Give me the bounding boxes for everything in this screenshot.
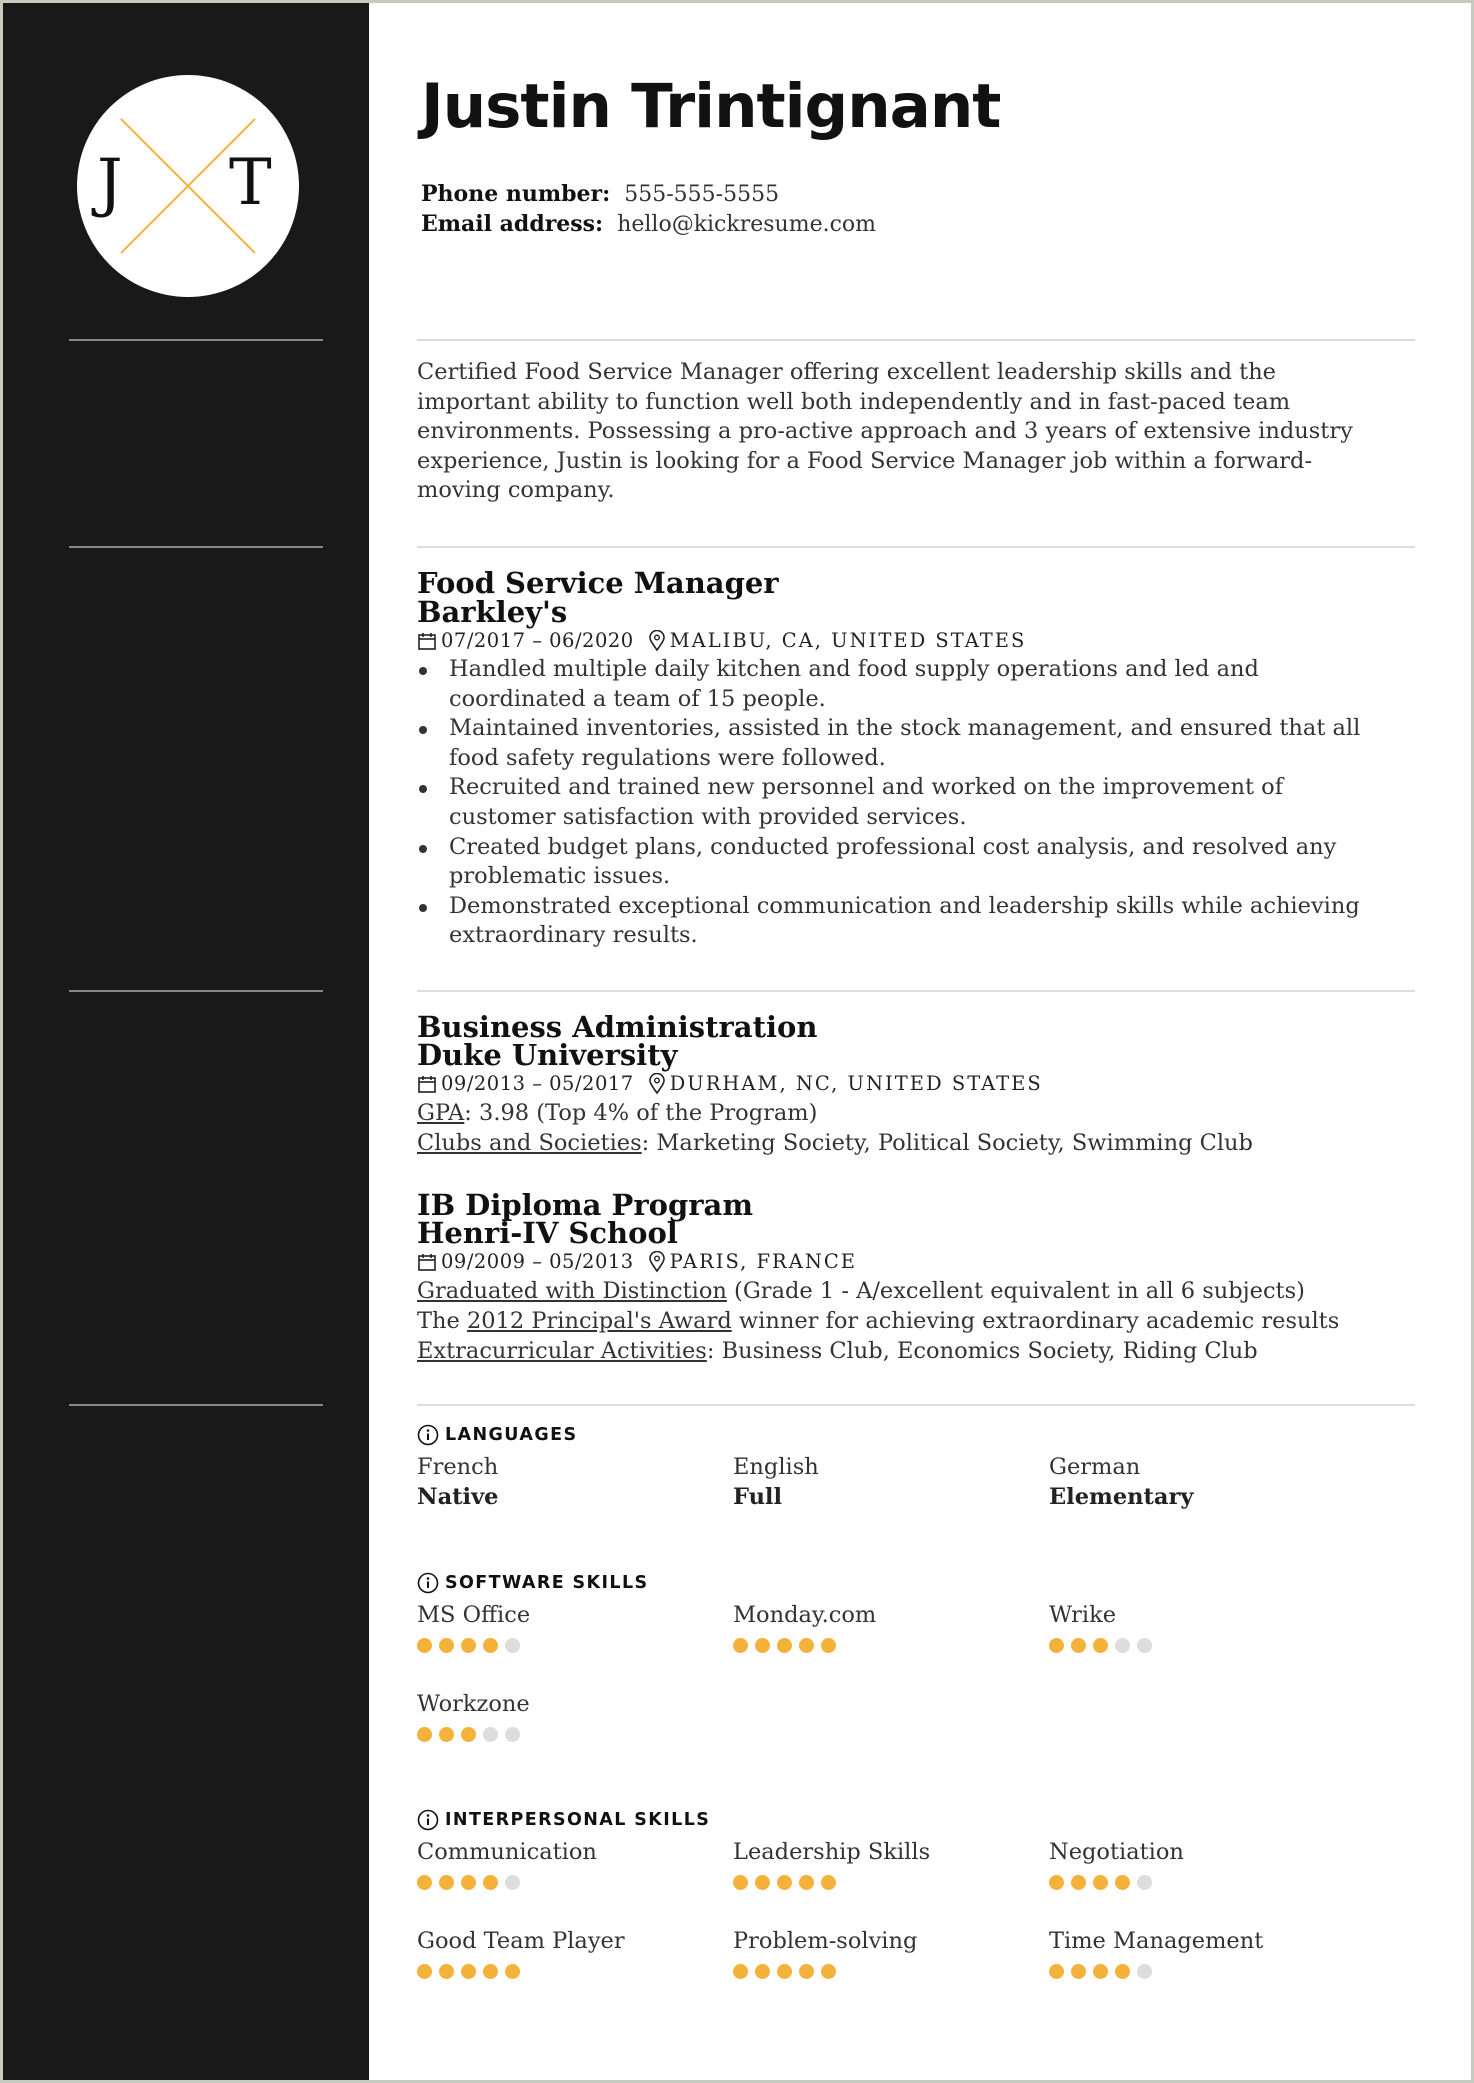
languages-heading: LANGUAGES: [417, 1424, 577, 1446]
interpersonal-skill-item: Good Team Player: [417, 1926, 717, 1979]
location-pin-icon: [648, 1251, 666, 1273]
software-skill-item: Wrike: [1049, 1600, 1349, 1653]
rating-dot-filled: [777, 1875, 792, 1890]
rating-dot-filled: [1115, 1875, 1130, 1890]
rating-dot-filled: [439, 1964, 454, 1979]
info-icon: [417, 1572, 439, 1594]
monogram-logo: [77, 75, 299, 297]
rating-dot-filled: [1071, 1875, 1086, 1890]
profile-summary: [417, 358, 1415, 506]
degree-title: Business Administration: [417, 1010, 818, 1044]
job-duties-list: [417, 655, 1417, 951]
profile-line: experience, Justin is looking for a Food Service Manager job within a forward-: [417, 447, 1313, 474]
rating-dot-filled: [439, 1727, 454, 1742]
education-meta: [417, 1250, 857, 1273]
rating-dot-filled: [755, 1875, 770, 1890]
phone-value: 555-555-5555: [624, 182, 780, 207]
rating-dot-filled: [461, 1875, 476, 1890]
list-item: Demonstrated exceptional communication and leadership skills while achieving extraordinary results.: [417, 892, 1417, 951]
rating-dot-filled: [799, 1964, 814, 1979]
extracurricular-label: Extracurricular Activities: [417, 1338, 707, 1364]
job-location: MALIBU, CA, UNITED STATES: [669, 629, 1027, 652]
rating-dot-filled: [483, 1638, 498, 1653]
school-name: Henri-IV School: [417, 1216, 678, 1250]
skill-rating: [733, 1964, 1033, 1979]
list-item: Created budget plans, conducted professional cost analysis, and resolved any problematic issues.: [417, 833, 1417, 892]
rating-dot-filled: [777, 1638, 792, 1653]
interpersonal-skills-heading: INTERPERSONAL SKILLS: [417, 1809, 710, 1831]
list-item: Handled multiple daily kitchen and food supply operations and led and coordinated a team of 15 people.: [417, 655, 1417, 714]
rating-dot-empty: [1137, 1964, 1152, 1979]
software-skill-item: MS Office: [417, 1600, 717, 1653]
rating-dot-filled: [799, 1875, 814, 1890]
rating-dot-empty: [483, 1727, 498, 1742]
software-skills-heading: SOFTWARE SKILLS: [417, 1572, 649, 1594]
rating-dot-filled: [439, 1875, 454, 1890]
clubs-label: Clubs and Societies: [417, 1130, 642, 1156]
clubs-line: Clubs and Societies: Marketing Society, Political Society, Swimming Club: [417, 1130, 1253, 1156]
rating-dot-filled: [1115, 1964, 1130, 1979]
interpersonal-skill-item: Problem-solving: [733, 1926, 1033, 1979]
gpa-line: GPA: 3.98 (Top 4% of the Program): [417, 1100, 818, 1126]
rating-dot-filled: [733, 1875, 748, 1890]
rating-dot-filled: [1049, 1875, 1064, 1890]
calendar-icon: [417, 1074, 437, 1094]
rating-dot-filled: [733, 1964, 748, 1979]
sidebar-divider: [69, 1404, 323, 1406]
rating-dot-filled: [755, 1964, 770, 1979]
list-item: Maintained inventories, assisted in the stock management, and ensured that all food safety regulations were followed.: [417, 714, 1417, 773]
rating-dot-filled: [1049, 1964, 1064, 1979]
section-divider: [417, 1404, 1415, 1406]
section-divider: [417, 546, 1415, 548]
email-label: Email address:: [421, 211, 604, 237]
skill-rating: [733, 1638, 1033, 1653]
email-row: [421, 211, 876, 237]
rating-dot-filled: [417, 1964, 432, 1979]
rating-dot-empty: [505, 1875, 520, 1890]
location-pin-icon: [648, 1073, 666, 1095]
sidebar-divider: [69, 546, 323, 548]
section-divider: [417, 990, 1415, 992]
rating-dot-filled: [417, 1638, 432, 1653]
resume-page: [3, 3, 1471, 2080]
distinction-label: Graduated with Distinction: [417, 1278, 727, 1304]
skill-rating: [733, 1875, 1033, 1890]
job-meta: [417, 629, 1026, 652]
education-meta: [417, 1072, 1043, 1095]
profile-line: moving company.: [417, 477, 615, 504]
company-name: Barkley's: [417, 595, 568, 629]
education-dates: 09/2009 – 05/2013: [441, 1250, 634, 1273]
rating-dot-empty: [1137, 1638, 1152, 1653]
rating-dot-filled: [483, 1875, 498, 1890]
monogram-letter-t: T: [229, 146, 272, 220]
candidate-name: Justin Trintignant: [421, 71, 1001, 142]
profile-line: environments. Possessing a pro-active approach and 3 years of extensive industry: [417, 418, 1353, 445]
skill-rating: [1049, 1964, 1349, 1979]
rating-dot-filled: [417, 1727, 432, 1742]
sidebar: [3, 3, 369, 2080]
education-location: PARIS, FRANCE: [669, 1250, 858, 1273]
job-title: Food Service Manager: [417, 566, 779, 600]
skill-rating: [417, 1964, 717, 1979]
rating-dot-filled: [417, 1875, 432, 1890]
language-item: English Full: [733, 1454, 819, 1510]
interpersonal-skill-item: Communication: [417, 1837, 717, 1890]
info-icon: [417, 1809, 439, 1831]
rating-dot-filled: [1093, 1638, 1108, 1653]
section-divider: [417, 339, 1415, 341]
rating-dot-filled: [483, 1964, 498, 1979]
skill-rating: [417, 1638, 717, 1653]
rating-dot-filled: [821, 1964, 836, 1979]
interpersonal-skill-item: Negotiation: [1049, 1837, 1349, 1890]
rating-dot-filled: [799, 1638, 814, 1653]
award-line: The 2012 Principal's Award winner for achieving extraordinary academic results: [417, 1308, 1340, 1334]
rating-dot-filled: [733, 1638, 748, 1653]
job-dates: 07/2017 – 06/2020: [441, 629, 634, 652]
software-skill-item: Workzone: [417, 1689, 717, 1742]
phone-label: Phone number:: [421, 181, 611, 207]
education-dates: 09/2013 – 05/2017: [441, 1072, 634, 1095]
rating-dot-filled: [461, 1964, 476, 1979]
sidebar-divider: [69, 990, 323, 992]
rating-dot-empty: [505, 1727, 520, 1742]
rating-dot-filled: [755, 1638, 770, 1653]
degree-title: IB Diploma Program: [417, 1188, 754, 1222]
monogram-letter-j: J: [97, 146, 123, 220]
skill-rating: [1049, 1875, 1349, 1890]
calendar-icon: [417, 1252, 437, 1272]
gpa-label: GPA: [417, 1100, 465, 1126]
skill-rating: [1049, 1638, 1349, 1653]
software-skill-item: Monday.com: [733, 1600, 1033, 1653]
rating-dot-empty: [1115, 1638, 1130, 1653]
rating-dot-filled: [1093, 1964, 1108, 1979]
rating-dot-filled: [1093, 1875, 1108, 1890]
sidebar-divider: [69, 339, 323, 341]
award-label: 2012 Principal's Award: [466, 1308, 732, 1334]
school-name: Duke University: [417, 1038, 678, 1072]
rating-dot-filled: [777, 1964, 792, 1979]
extracurricular-line: Extracurricular Activities: Business Club, Economics Society, Riding Club: [417, 1338, 1258, 1364]
skill-rating: [417, 1727, 717, 1742]
language-item: French Native: [417, 1454, 499, 1510]
distinction-line: Graduated with Distinction (Grade 1 - A/excellent equivalent in all 6 subjects): [417, 1278, 1305, 1304]
rating-dot-filled: [821, 1638, 836, 1653]
language-item: German Elementary: [1049, 1454, 1194, 1510]
interpersonal-skill-item: Leadership Skills: [733, 1837, 1033, 1890]
info-icon: [417, 1424, 439, 1446]
interpersonal-skill-item: Time Management: [1049, 1926, 1349, 1979]
email-value[interactable]: hello@kickresume.com: [617, 212, 877, 237]
rating-dot-filled: [821, 1875, 836, 1890]
calendar-icon: [417, 631, 437, 651]
rating-dot-empty: [505, 1638, 520, 1653]
profile-line: Certified Food Service Manager offering excellent leadership skills and the: [417, 359, 1276, 385]
rating-dot-filled: [505, 1964, 520, 1979]
list-item: Recruited and trained new personnel and worked on the improvement of customer satisfaction with provided services.: [417, 773, 1417, 832]
profile-line: important ability to function well both independently and in fast-paced team: [417, 388, 1291, 415]
rating-dot-filled: [1071, 1638, 1086, 1653]
education-location: DURHAM, NC, UNITED STATES: [669, 1072, 1043, 1095]
rating-dot-filled: [1049, 1638, 1064, 1653]
rating-dot-filled: [439, 1638, 454, 1653]
rating-dot-filled: [461, 1638, 476, 1653]
rating-dot-empty: [1137, 1875, 1152, 1890]
phone-row: [421, 181, 779, 207]
skill-rating: [417, 1875, 717, 1890]
rating-dot-filled: [1071, 1964, 1086, 1979]
rating-dot-filled: [461, 1727, 476, 1742]
location-pin-icon: [648, 630, 666, 652]
